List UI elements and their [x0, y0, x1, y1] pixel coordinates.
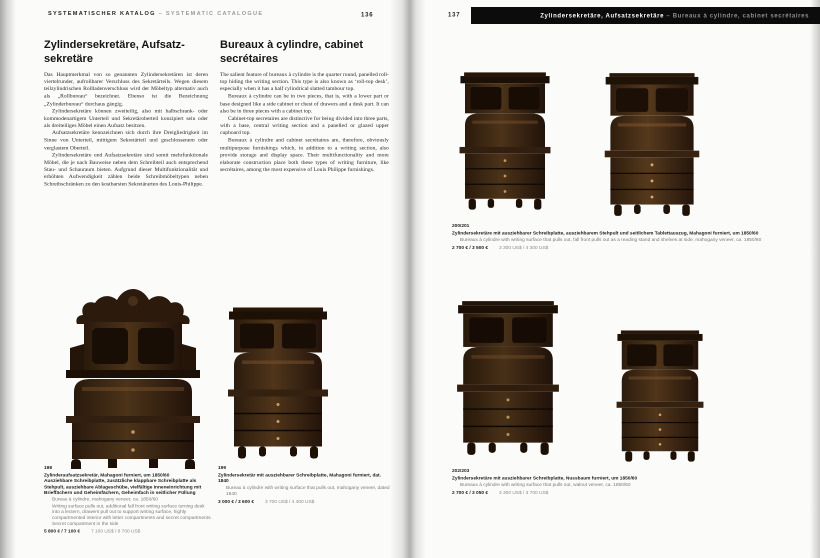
catalog-entry-202-203 [452, 469, 796, 497]
entry-title-en: Bureau à cylindre with writing surface that pulls out, mahogany veneer, dated 1840 [226, 485, 390, 497]
entry-price-usd: 3 300 US$ / 3 700 US$ [498, 490, 549, 496]
english-paragraph-2: Bureaux à cylindre can be in two pieces, that is, with a lower part or base designed like a side cabinet or chest of drawers and a desk part. It can also be in three pieces with a cabinet top. [220, 92, 389, 115]
german-column-heading: Zylindersekretäre, Aufsatz-sekretäre [44, 39, 185, 65]
running-header-separator: – [158, 11, 164, 17]
entry-price [44, 530, 212, 536]
chapter-title-fr: – Bureaux à cylindre, cabinet secrétaires [666, 12, 809, 20]
english-column-heading: Bureaux à cylindre, cabinet secrétaires [220, 39, 364, 65]
entry-price-eur: 2 700 € / 3 050 € [452, 490, 489, 496]
furniture-photo-198 [56, 286, 210, 469]
furniture-photo-203 [603, 327, 717, 466]
german-paragraph-2: Zylindersekretäre können zweiteilig, also mit halbschrank- oder kommodenartigem Unterteil und Sekretäroberteil konzipiert sein oder als dreiteiliges Möbel einen Aufsatz besitzen. [44, 107, 208, 129]
entry-price-usd: 3 300 US$ / 4 300 US$ [498, 245, 549, 251]
furniture-photo-202 [452, 291, 564, 466]
entry-price-eur: 5 800 € / 7 100 € [44, 529, 81, 535]
entry-price-eur: 3 000 € / 3 600 € [218, 499, 255, 505]
catalog-entry-199 [218, 466, 390, 505]
furniture-photo-199 [223, 298, 333, 469]
english-paragraph-3: Cabinet-top secretaires are distinctive for being divided into three parts, with a base, central writing section and a panelled or glazed upper cupboard top. [220, 114, 389, 136]
entry-title-en: Bureaux à cylindre with writing surface that pulls out, walnut veneer, ca. 1850/60 [460, 482, 631, 488]
german-paragraph-1: Das Hauptmerkmal von so genannten Zylindersekretären ist deren viertelrunder, aufrollbarer Verschluss des Sekretärteils. Wegen diesem teilzylindrischen Rollladenverschluss wird der Möbeltyp alternativ auch als „Rollbureau“ bezeichnet. Ebenso ist die Bezeichnung „Zylinderbureau“ durchaus gängig. [44, 71, 208, 107]
page-number-right: 137 [448, 11, 461, 19]
entry-price-usd: 3 700 US$ / 4 400 US$ [264, 499, 315, 505]
page-number-left: 136 [361, 11, 374, 19]
entry-details-de: Ausziehbare Schreibplatte, zusätzliche klappbare Schreibplatte als Stehpult, ausziehbare Ablageschübe, vielfältige Inneneinrichtung mit Brieffächern und Geheimfächern, Geheimfach in seitlicher Füllung [44, 478, 202, 496]
german-paragraph-4: Zylindersekretäre und Aufsatzsekretäre sind somit mehrfunktionale Möbel, die je nach Bauweise neben dem Schreibteil auch entsprechend Stau- und Schauraum bieten. Aufgrund dieser Multifunktionalität und erhöhten Aufwendigkeit zählen beide Schreibmöbeltypen neben Schreibschränken zu den kostbarsten Sekretärarten des Louis-Philippe. [44, 151, 208, 188]
german-paragraph-3: Aufsatzsekretäre kennzeichnen sich durch ihre Dreigliedrigkeit im Sinne von Unterteil, mittigem Sekretärteil und geschlossenem oder verglastem Oberteil. [44, 129, 208, 151]
entry-number: 200/201 [452, 224, 470, 229]
entry-price [218, 499, 390, 505]
entry-title-en: Bureaux à cylindre with writing surface that pulls out, fall front pulls out as a reading stand and shelves at side, mahogany veneer, ca. 1850/60 [460, 237, 762, 243]
entry-details-en: Writing surface pulls out, additional fall front writing surface turning desk into a lectern, drawers pull out to support writing surface, highly compartmented interior with letter compartments and secret compartments. Secret compartment in the side [52, 504, 212, 527]
entry-number: 198 [44, 466, 53, 471]
running-header-catalog-de: SYSTEMATISCHER KATALOG [48, 11, 156, 17]
entry-price-usd: 7 100 US$ / 8 700 US$ [90, 529, 141, 535]
entry-price [452, 491, 796, 497]
running-header-left [48, 11, 263, 17]
catalog-entry-198 [44, 466, 212, 535]
catalog-entry-200-201 [452, 224, 796, 252]
furniture-photo-201 [600, 67, 704, 223]
entry-price-eur: 2 700 € / 3 500 € [452, 245, 489, 251]
entry-title-de: Zylinderaufsatzsekretär, Mahagoni furniert, um 1850/60 [44, 473, 170, 478]
page-edge-left [0, 0, 16, 558]
running-header-catalog-en: SYSTEMATIC CATALOGUE [165, 11, 264, 17]
german-column-text [44, 71, 208, 188]
chapter-title-de: Zylindersekretäre, Aufsatzsekretäre [540, 12, 665, 20]
furniture-photo-200 [455, 60, 555, 223]
entry-price [452, 246, 796, 252]
english-paragraph-1: The salient feature of bureaux à cylindre is the quarter round, panelled roll-top hiding the writing section. This type is also known as ‘roll-top desk’, especially when it has a half cylindrical slatted tambour top. [220, 71, 389, 93]
chapter-title-bar [471, 7, 820, 24]
page-edge-right [810, 0, 820, 558]
entry-title-de: Zylindersekretäre mit ausziehbarer Schreibplatte, ausziehbarem Stehpult und seitlichem Tablettauszug, Mahagoni furniert, um 1850/60 [452, 231, 759, 236]
entry-title-de: Zylindersekretär mit ausziehbarer Schreibplatte, Mahagoni furniert, dat. 1840 [218, 473, 381, 484]
entry-number: 202/203 [452, 469, 470, 474]
english-paragraph-4: Bureaux à cylindre and cabinet secrétaires are, therefore, obviously multipurpose furnishings which, in addition to a writing section, also provide storage and display space. Their multifunctionality and more elaborate construction place both these types of writing furniture, like secrétaires, among the most expensive of Louis Philippe furnishings. [220, 136, 389, 173]
entry-title-en: Bureau à cylindre, mahogany veneer, ca. 1850/60 [52, 497, 158, 503]
entry-title-de: Zylindersekretäre mit ausziehbarer Schreibplatte, Nussbaum furniert, um 1850/60 [452, 476, 638, 481]
entry-number: 199 [218, 466, 227, 471]
chapter-title [540, 12, 809, 19]
english-column-text [220, 71, 389, 174]
book-gutter-shadow [390, 0, 426, 558]
